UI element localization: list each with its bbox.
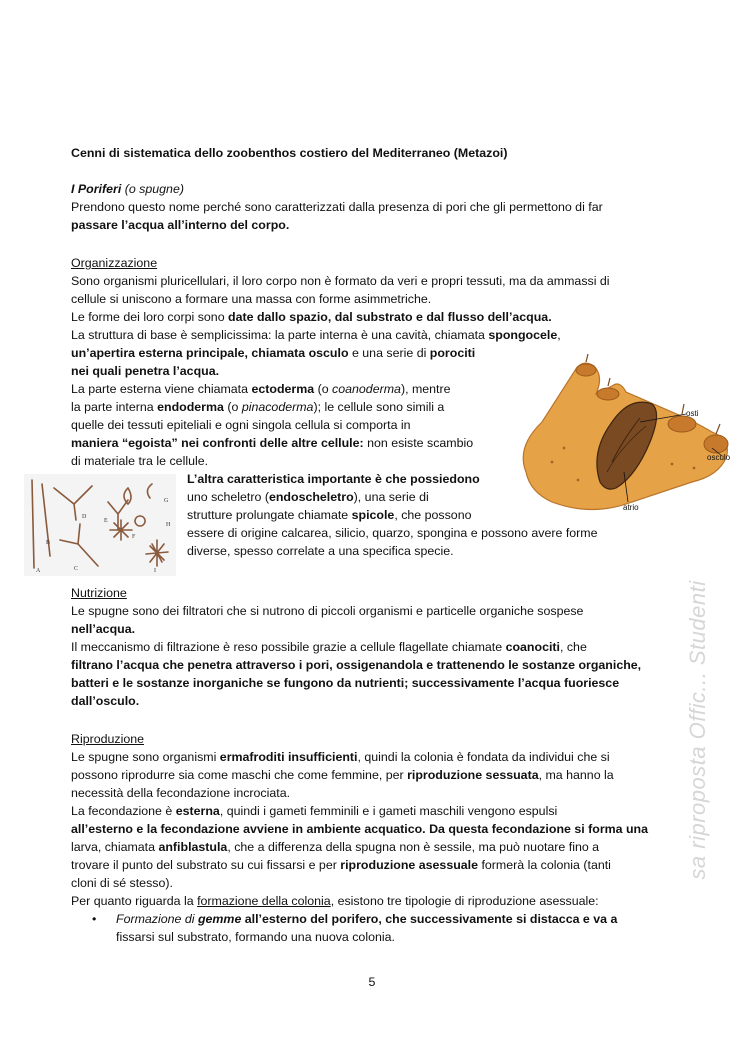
org-line-13: uno scheletro (endoscheletro), una serie di [187,490,429,504]
section-heading [71,180,184,198]
spicule-label-g: G [164,498,169,504]
label-osti: osti [686,409,699,418]
sponge-illustration [512,352,740,522]
org-line-9: quelle dei tessuti epiteliali e ogni singola cellula si comporta in [71,418,411,432]
spicules-illustration [24,474,176,576]
org-line-3: Le forme dei loro corpi sono date dallo spazio, dal substrato e dal flusso dell’acqua. [71,310,552,324]
document-title: Cenni di sistematica dello zoobenthos costiero del Mediterraneo (Metazoi) [71,146,508,160]
label-osculo: osculo [707,453,731,462]
org-line-2: cellule si uniscono a formare una massa con forme asimmetriche. [71,292,432,306]
section-name: I Poriferi [71,182,122,196]
org-line-6: nei quali penetra l’acqua. [71,364,220,378]
repr-line-6: larva, chiamata anfiblastula, che a differenza della spugna non è sessile, ma può nuotare fino a [71,840,600,854]
intro-line-1: Prendono questo nome perché sono caratterizzati dalla presenza di pori che gli permettono di far [71,200,603,214]
repr-line-4: La fecondazione è esterna, quindi i gameti femminili e i gameti maschili vengono espulsi [71,804,558,818]
org-line-14: strutture prolungate chiamate spicole, che possono [187,508,472,522]
nutr-line-3: Il meccanismo di filtrazione è reso possibile grazie a cellule flagellate chiamate coanociti, che [71,640,587,654]
repr-line-1: Le spugne sono organismi ermafroditi insufficienti, quindi la colonia è fondata da individui che si [71,750,610,764]
nutr-line-1: Le spugne sono dei filtratori che si nutrono di piccoli organismi e particelle organiche sospese [71,604,584,618]
org-line-4: La struttura di base è semplicissima: la parte interna è una cavità, chiamata spongocele, [71,328,561,342]
nutr-line-2: nell’acqua. [71,622,136,636]
org-line-11: di materiale tra le cellule. [71,454,209,468]
repr-bullet-line-2: fissarsi sul substrato, formando una nuova colonia. [116,930,395,944]
repr-line-8: cloni di sé stesso). [71,876,173,890]
org-line-5: un’apertira esterna principale, chiamata osculo e una serie di porociti [71,346,476,360]
org-line-10: maniera “egoista” nei confronti delle altre cellule: non esiste scambio [71,436,474,450]
label-atrio: atrio [623,503,639,512]
intro-line-2: passare l’acqua all’interno del corpo. [71,218,290,232]
org-line-15: essere di origine calcarea, silicio, quarzo, spongina e possono avere forme [187,526,598,540]
spicule-label-d: D [82,514,87,520]
nutr-line-4: filtrano l’acqua che penetra attraverso i pori, ossigenandola e trattenendo le sostanze organiche, [71,658,642,672]
repr-line-9: Per quanto riguarda la formazione della colonia, esistono tre tipologie di riproduzione asessuale: [71,894,599,908]
org-line-1: Sono organismi pluricellulari, il loro corpo non è formato da veri e propri tessuti, ma da ammassi di [71,274,610,288]
watermark: sa riproposta Offic... Studenti [684,580,710,880]
spicule-label-e: E [104,518,108,524]
page-number: 5 [368,975,376,989]
heading-riproduzione: Riproduzione [71,732,145,746]
spicule-label-b: B [46,540,51,546]
repr-line-7: trovare il punto del substrato su cui fissarsi e per riproduzione asessuale formerà la colonia (tanti [71,858,611,872]
section-alt-name: (o spugne) [124,182,184,196]
repr-line-3: necessità della fecondazione incrociata. [71,786,291,800]
org-line-12: L’altra caratteristica importante è che possiedono [187,472,480,486]
heading-organizzazione: Organizzazione [71,256,158,270]
bullet-marker: • [92,912,97,926]
org-line-8: la parte interna endoderma (o pinacoderma); le cellule sono simili a [71,400,445,414]
spicule-label-i: I [154,568,156,574]
spicule-label-f: F [132,534,136,540]
nutr-line-6: dall’osculo. [71,694,140,708]
heading-nutrizione: Nutrizione [71,586,127,600]
org-line-16: diverse, spesso correlate a una specifica specie. [187,544,454,558]
spicule-label-c: C [74,566,79,572]
spicule-label-h: H [166,522,171,528]
repr-line-2: possono riprodurre sia come maschi che come femmine, per riproduzione sessuata, ma hanno la [71,768,614,782]
org-line-7: La parte esterna viene chiamata ectoderma (o coanoderma), mentre [71,382,451,396]
spicule-label-a: A [36,568,41,574]
repr-bullet-line-1: Formazione di gemme all’esterno del porifero, che successivamente si distacca e va a [116,912,618,926]
repr-line-5: all’esterno e la fecondazione avviene in ambiente acquatico. Da questa fecondazione si forma una [71,822,649,836]
nutr-line-5: batteri e le sostanze inorganiche se fungono da nutrienti; successivamente l’acqua fuoriesce [71,676,620,690]
